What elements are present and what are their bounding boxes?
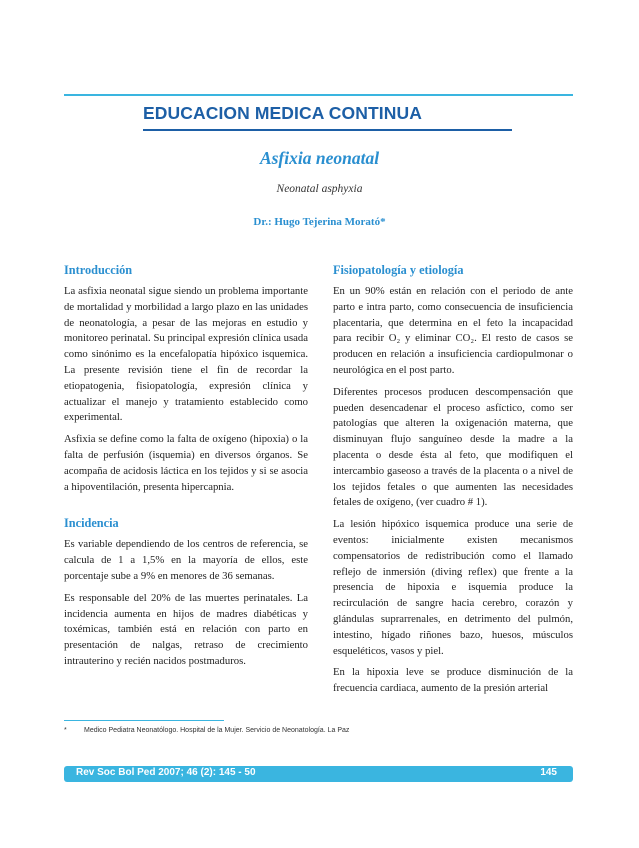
- left-column: [64, 262, 308, 676]
- paragraph: Asfixia se define como la falta de oxígeno (hipoxia) o la falta de perfusión (isquemia) en diversos órganos. Se acompaña de acidosis láctica en los tejidos y si se asocia a hipoventilación, presenta hipercapnia.: [64, 433, 308, 493]
- paragraph: La lesión hipóxico isquemica produce una serie de eventos: inicialmente existen mecanismos compensatorios de redistribución como el llamado reflejo de inmersión (diving reflex) que frente a la presencia de hipoxia e isquemia produce la recirculación de sangre hacia cerebro, corazón y glándulas suprarrenales, en detrimento del pulmón, intestino, hígado riñones bazo, huesos, músculos esqueléticos, vasos y piel.: [333, 518, 573, 657]
- footnote-rule: [64, 720, 224, 721]
- paragraph: Es responsable del 20% de las muertes perinatales. La incidencia aumenta en hijos de madres diabéticas y toxémicas, también está en relación con parto en presentación de nalgas, retraso de crecimiento intrauterino y recién nacidos postmaduros.: [64, 591, 308, 667]
- footnote-marker: *: [64, 727, 67, 734]
- footnote-text: Medico Pediatra Neonatólogo. Hospital de la Mujer. Servicio de Neonatología. La Paz: [84, 727, 350, 734]
- section-title: EDUCACION MEDICA CONTINUA: [143, 103, 422, 123]
- paragraph: Diferentes procesos producen descompensación que pueden desencadenar el proceso asfíctico, como ser patologías que alteren la oxigenación materna, que disminuyan flujo sanguíneo desde la madre a la placenta o desde ésta al feto, que modifiquen el intercambio gaseoso a través de la placenta o a nivel de los tejidos fetales o que aumenten las necesidades fetales de oxígeno, (ver cuadro # 1).: [333, 385, 573, 509]
- section-title-underline: [143, 129, 512, 131]
- heading-incidencia: Incidencia: [64, 516, 119, 531]
- journal-citation: Rev Soc Bol Ped 2007; 46 (2): 145 - 50: [76, 767, 256, 778]
- paragraph: La asfixia neonatal sigue siendo un problema importante de mortalidad y morbilidad a largo plazo en las unidades de neonatología, a pesar de las mejoras en estudio y monitoreo perinatal. Su principal expresión clínica usada como sinónimo es la encefalopatía hipóxico isquemica. La presente revisión tiene el fin de recordar la etiopatogenia, fisiopatología, expresión clínica y actualizar el manejo y tratamiento establecido como experimental.: [64, 285, 308, 424]
- page-number: 145: [540, 767, 557, 778]
- paragraph: En la hipoxia leve se produce disminución de la frecuencia cardiaca, aumento de la presión arterial: [333, 666, 573, 695]
- footnote: [64, 727, 564, 734]
- paragraph: Es variable dependiendo de los centros de referencia, se calcula de 1 a 1,5% en la mayoría de ellos, este porcentaje sube a 9% en menores de 36 semanas.: [64, 538, 308, 582]
- author-line: Dr.: Hugo Tejerina Morató*: [253, 216, 386, 228]
- article-title: Asfixia neonatal: [259, 148, 380, 168]
- right-column: [333, 262, 573, 703]
- footer-bar: [64, 766, 573, 782]
- paragraph: En un 90% están en relación con el periodo de ante parto e intra parto, como consecuencia de insuficiencia placentaria, que determina en el feto la incapacidad para recibir O₂ y eliminar CO₂. El resto de casos se producen en relación a insuficiencia cardiopulmonar o neurológica en el post parto.: [333, 285, 573, 376]
- heading-fisiopatologia: Fisiopatología y etiología: [333, 263, 464, 277]
- article-subtitle: Neonatal asphyxia: [276, 183, 363, 195]
- top-rule: [64, 94, 573, 96]
- heading-introduccion: Introducción: [64, 263, 133, 277]
